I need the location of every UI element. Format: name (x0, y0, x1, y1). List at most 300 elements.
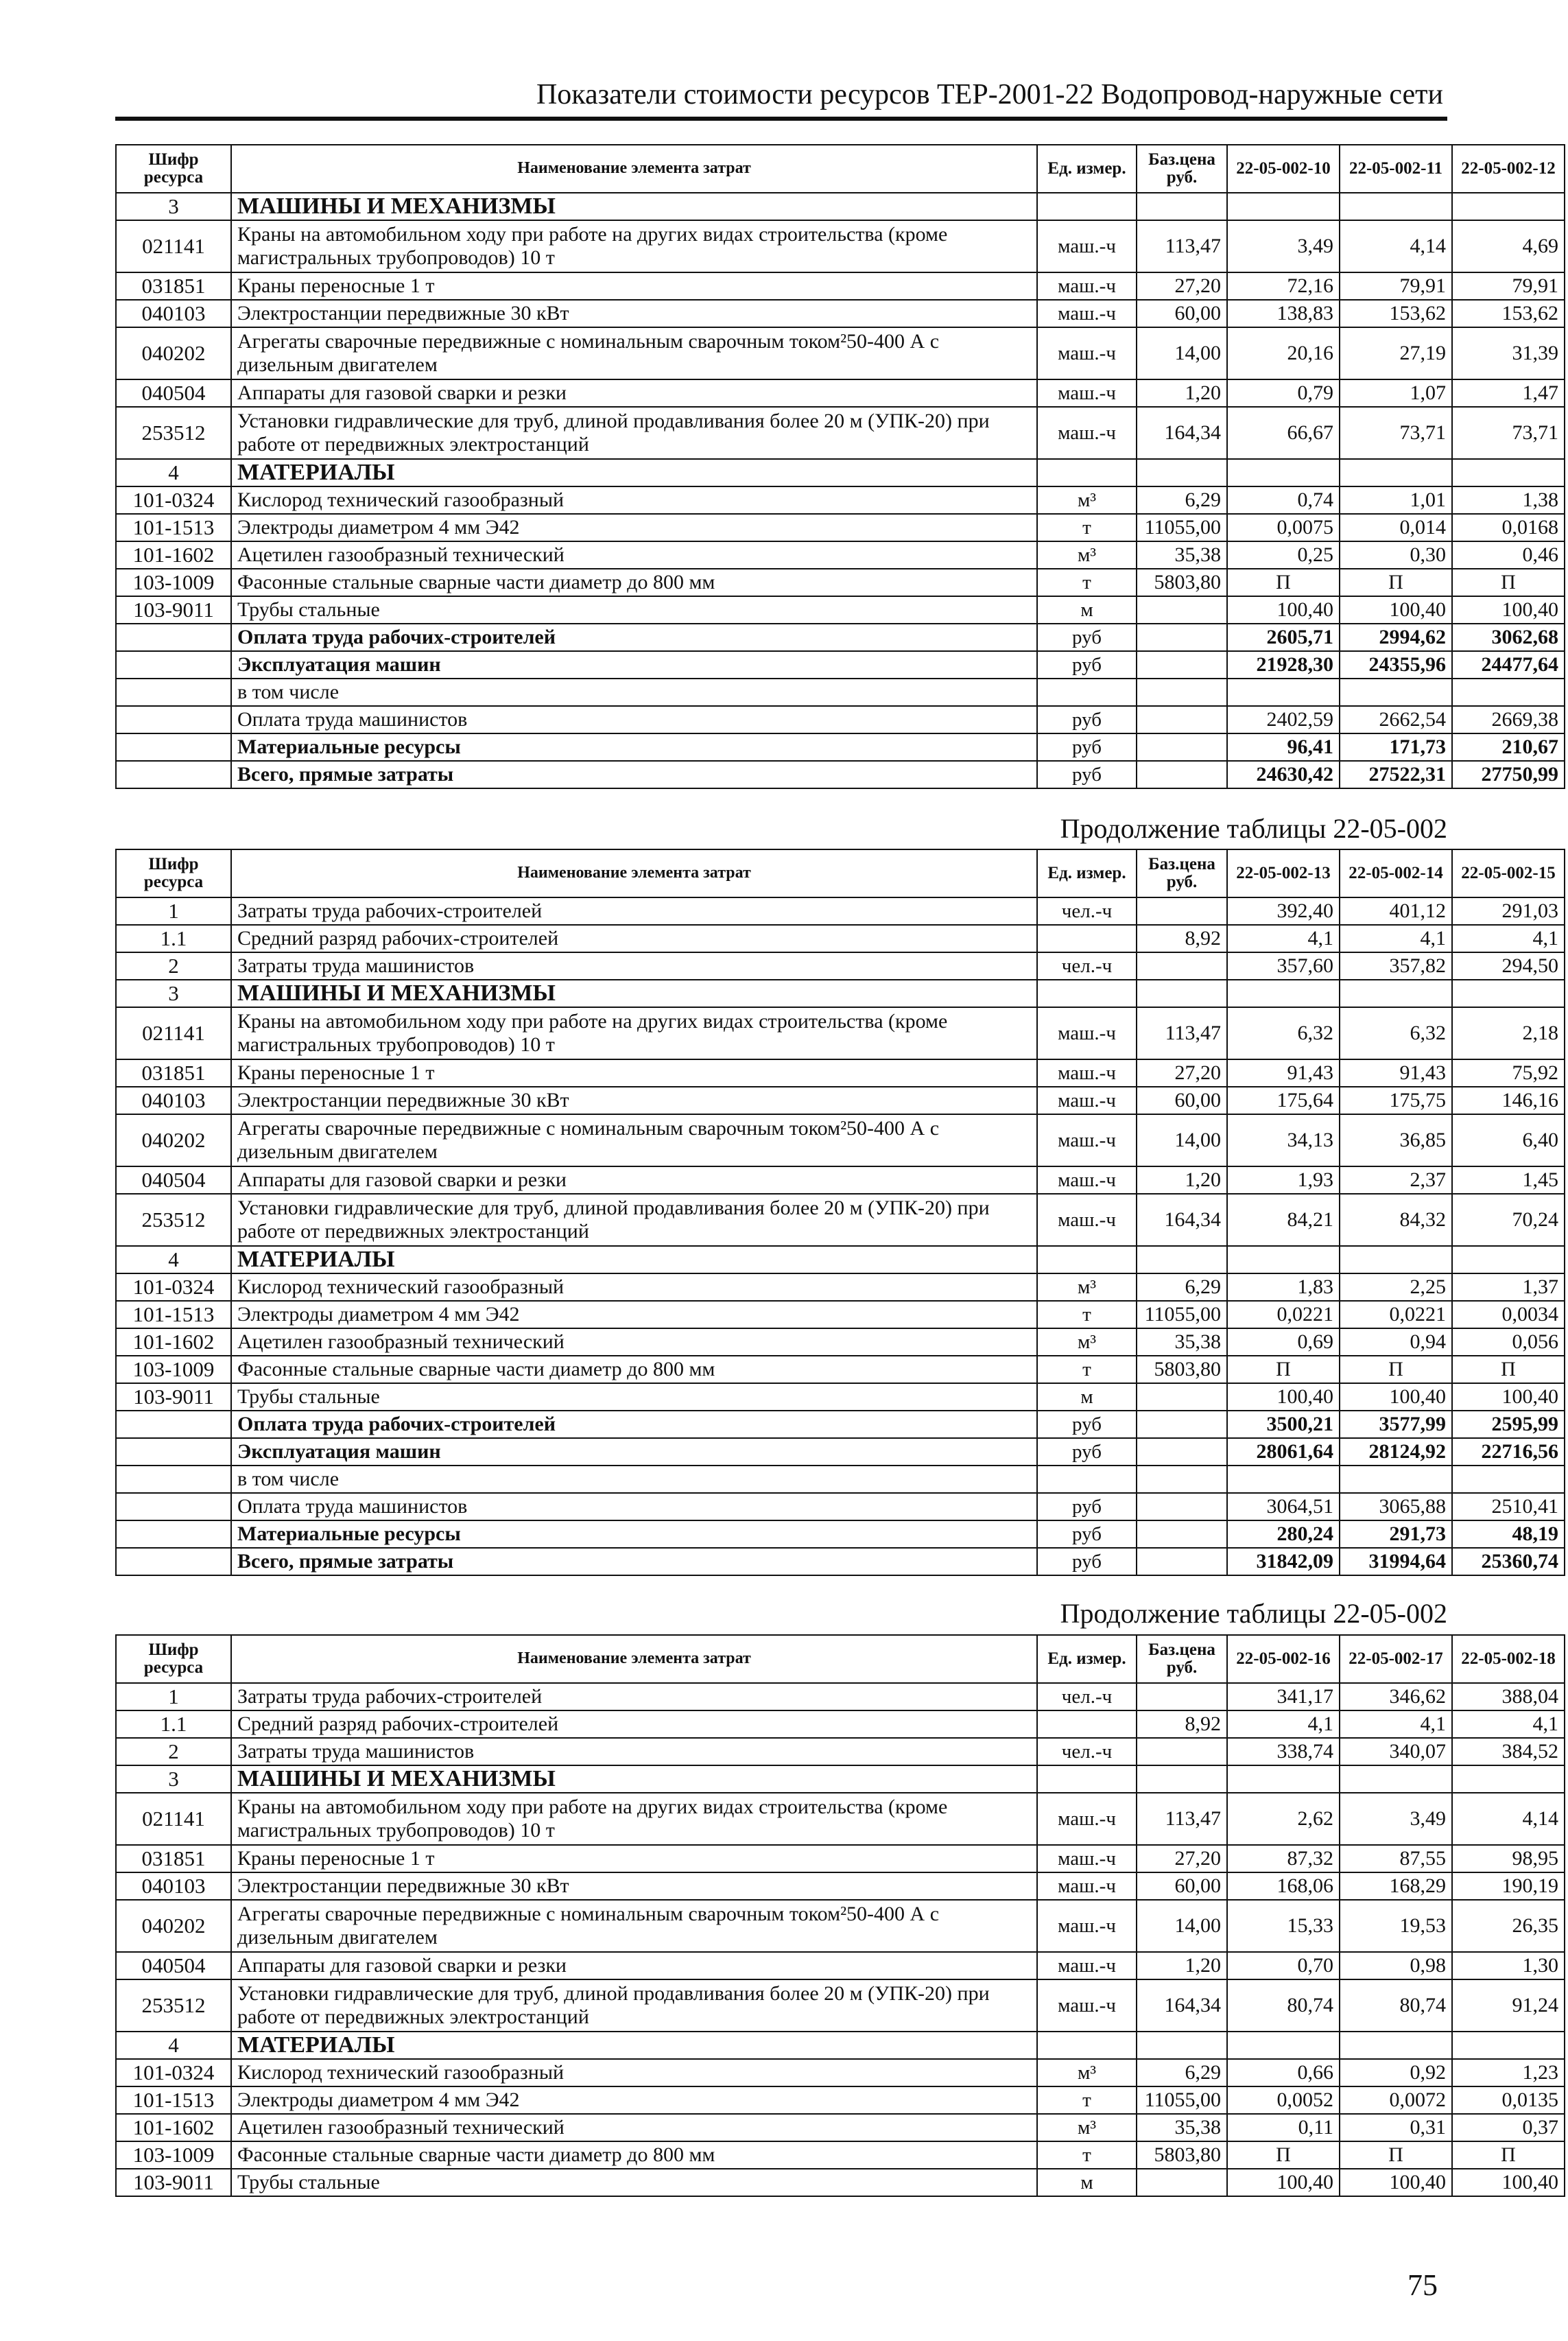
col-header-name: Наименование элемента затрат (231, 1635, 1037, 1683)
base-price: 113,47 (1137, 1793, 1227, 1845)
variant-value: 2595,99 (1452, 1411, 1565, 1438)
variant-value: 31,39 (1452, 327, 1565, 379)
variant-value: 96,41 (1227, 733, 1340, 761)
variant-value: 357,60 (1227, 952, 1340, 980)
cost-element-name: Фасонные стальные сварные части диаметр до 800 мм (231, 1356, 1037, 1383)
header-title: Показатели стоимости ресурсов ТЕР-2001-22 Водопровод-наружные сети (536, 79, 1443, 110)
variant-value: 1,47 (1452, 379, 1565, 407)
unit-of-measure: маш.-ч (1037, 379, 1137, 407)
table-row (116, 1411, 1565, 1438)
variant-value: 0,056 (1452, 1328, 1565, 1356)
table-row (116, 1900, 1565, 1952)
table-row (116, 1710, 1565, 1738)
table-row (116, 761, 1565, 788)
table-row (116, 1493, 1565, 1520)
col-header-price: Баз.цена руб. (1137, 145, 1227, 193)
base-price (1137, 1466, 1227, 1493)
base-price: 60,00 (1137, 1087, 1227, 1114)
resource-code (116, 1548, 231, 1575)
cost-element-name: Материальные ресурсы (231, 733, 1037, 761)
variant-value: П (1452, 2141, 1565, 2169)
variant-value: 15,33 (1227, 1900, 1340, 1952)
variant-value (1452, 1765, 1565, 1793)
table-row (116, 272, 1565, 300)
base-price (1137, 1493, 1227, 1520)
variant-value: 75,92 (1452, 1059, 1565, 1087)
variant-value: 2994,62 (1340, 624, 1452, 651)
variant-value: 4,1 (1340, 925, 1452, 952)
unit-of-measure: т (1037, 2141, 1137, 2169)
cost-element-name: Краны на автомобильном ходу при работе на других видах строительства (кроме магистральных трубопроводов) 10 т (231, 1007, 1037, 1059)
variant-value: 1,01 (1340, 486, 1452, 514)
resource-code (116, 706, 231, 733)
variant-value: 2,62 (1227, 1793, 1340, 1845)
variant-value: 280,24 (1227, 1520, 1340, 1548)
cost-element-name: Краны переносные 1 т (231, 1845, 1037, 1872)
base-price: 14,00 (1137, 327, 1227, 379)
variant-value: 2510,41 (1452, 1493, 1565, 1520)
variant-value: 294,50 (1452, 952, 1565, 980)
table-row (116, 596, 1565, 624)
base-price: 5803,80 (1137, 2141, 1227, 2169)
variant-value (1452, 193, 1565, 220)
cost-element-name: Трубы стальные (231, 1383, 1037, 1411)
col-header-variant: 22-05-002-11 (1340, 145, 1452, 193)
variant-value: 4,1 (1452, 925, 1565, 952)
variant-value: П (1227, 2141, 1340, 2169)
resource-code: 4 (116, 459, 231, 486)
resource-code: 101-1602 (116, 541, 231, 569)
unit-of-measure: маш.-ч (1037, 1900, 1137, 1952)
variant-value: 31842,09 (1227, 1548, 1340, 1575)
base-price (1137, 1411, 1227, 1438)
base-price (1137, 1438, 1227, 1466)
col-header-name: Наименование элемента затрат (231, 145, 1037, 193)
variant-value: 153,62 (1452, 300, 1565, 327)
resource-code: 1 (116, 897, 231, 925)
variant-value: 3,49 (1227, 220, 1340, 272)
variant-value: 4,1 (1227, 1710, 1340, 1738)
variant-value: 20,16 (1227, 327, 1340, 379)
variant-value: 1,38 (1452, 486, 1565, 514)
variant-value: 0,11 (1227, 2114, 1340, 2141)
variant-value: 100,40 (1452, 1383, 1565, 1411)
cost-element-name: Электроды диаметром 4 мм Э42 (231, 514, 1037, 541)
table-row (116, 624, 1565, 651)
variant-value: 31994,64 (1340, 1548, 1452, 1575)
variant-value: 153,62 (1340, 300, 1452, 327)
unit-of-measure: т (1037, 569, 1137, 596)
unit-of-measure: м (1037, 2169, 1137, 2196)
section-title: МАТЕРИАЛЫ (231, 459, 1037, 486)
base-price (1137, 596, 1227, 624)
resource-code (116, 1520, 231, 1548)
base-price (1137, 1738, 1227, 1765)
variant-value: 100,40 (1227, 596, 1340, 624)
variant-value: 0,0135 (1452, 2086, 1565, 2114)
resource-code: 040103 (116, 1872, 231, 1900)
variant-value: 79,91 (1340, 272, 1452, 300)
cost-element-name: Затраты труда рабочих-строителей (231, 1683, 1037, 1710)
unit-of-measure: маш.-ч (1037, 1845, 1137, 1872)
unit-of-measure: руб (1037, 1411, 1137, 1438)
resource-code: 101-0324 (116, 2059, 231, 2086)
table-row (116, 459, 1565, 486)
variant-value: 0,0221 (1227, 1301, 1340, 1328)
resource-code: 040504 (116, 1952, 231, 1979)
resource-code: 101-1602 (116, 1328, 231, 1356)
resource-code: 103-9011 (116, 2169, 231, 2196)
table-row (116, 1328, 1565, 1356)
cost-element-name: Аппараты для газовой сварки и резки (231, 379, 1037, 407)
table-row (116, 1273, 1565, 1301)
resource-code (116, 733, 231, 761)
unit-of-measure (1037, 1246, 1137, 1273)
unit-of-measure: маш.-ч (1037, 1007, 1137, 1059)
table-row (116, 486, 1565, 514)
table-row (116, 1166, 1565, 1194)
table-row (116, 407, 1565, 459)
unit-of-measure: руб (1037, 706, 1137, 733)
variant-value: 100,40 (1227, 1383, 1340, 1411)
cost-element-name: Установки гидравлические для труб, длиной продавливания более 20 м (УПК-20) при работе от передвижных электростанций (231, 407, 1037, 459)
variant-value: 1,45 (1452, 1166, 1565, 1194)
variant-value: 0,0075 (1227, 514, 1340, 541)
col-header-price: Баз.цена руб. (1137, 849, 1227, 897)
base-price: 6,29 (1137, 2059, 1227, 2086)
variant-value: 138,83 (1227, 300, 1340, 327)
cost-element-name: Затраты труда машинистов (231, 1738, 1037, 1765)
resource-code: 253512 (116, 1194, 231, 1246)
variant-value (1227, 193, 1340, 220)
resource-code: 103-9011 (116, 1383, 231, 1411)
variant-value: 6,32 (1340, 1007, 1452, 1059)
variant-value: 0,31 (1340, 2114, 1452, 2141)
base-price: 8,92 (1137, 925, 1227, 952)
cost-element-name: Всего, прямые затраты (231, 761, 1037, 788)
variant-value: 4,1 (1340, 1710, 1452, 1738)
cost-element-name: в том числе (231, 679, 1037, 706)
cost-element-name: Аппараты для газовой сварки и резки (231, 1166, 1037, 1194)
variant-value: 70,24 (1452, 1194, 1565, 1246)
unit-of-measure: маш.-ч (1037, 407, 1137, 459)
unit-of-measure: м³ (1037, 1273, 1137, 1301)
base-price: 27,20 (1137, 1059, 1227, 1087)
variant-value: П (1227, 569, 1340, 596)
resource-code: 3 (116, 193, 231, 220)
variant-value: 291,03 (1452, 897, 1565, 925)
base-price: 113,47 (1137, 220, 1227, 272)
resource-code (116, 1411, 231, 1438)
cost-element-name: Агрегаты сварочные передвижные с номинальным сварочным током²50-400 А с дизельным двигателем (231, 1900, 1037, 1952)
unit-of-measure: м³ (1037, 2059, 1137, 2086)
resource-code: 021141 (116, 220, 231, 272)
variant-value: 168,06 (1227, 1872, 1340, 1900)
col-header-variant: 22-05-002-18 (1452, 1635, 1565, 1683)
variant-value: П (1452, 569, 1565, 596)
cost-table-1 (115, 144, 1565, 789)
resource-code (116, 679, 231, 706)
variant-value (1227, 1246, 1340, 1273)
unit-of-measure: чел.-ч (1037, 1683, 1137, 1710)
base-price: 27,20 (1137, 1845, 1227, 1872)
section-title: МАШИНЫ И МЕХАНИЗМЫ (231, 1765, 1037, 1793)
table-row (116, 569, 1565, 596)
table-row (116, 651, 1565, 679)
variant-value (1227, 679, 1340, 706)
table-row (116, 2114, 1565, 2141)
unit-of-measure: руб (1037, 1520, 1137, 1548)
resource-code: 031851 (116, 1845, 231, 1872)
base-price (1137, 679, 1227, 706)
variant-value: 1,93 (1227, 1166, 1340, 1194)
resource-code (116, 1438, 231, 1466)
table-row (116, 1007, 1565, 1059)
cost-element-name: Краны переносные 1 т (231, 272, 1037, 300)
resource-code: 1 (116, 1683, 231, 1710)
resource-code (116, 624, 231, 651)
resource-code: 040504 (116, 379, 231, 407)
resource-code: 031851 (116, 272, 231, 300)
cost-element-name: Краны на автомобильном ходу при работе на других видах строительства (кроме магистральных трубопроводов) 10 т (231, 220, 1037, 272)
resource-code: 040202 (116, 327, 231, 379)
variant-value: 0,0034 (1452, 1301, 1565, 1328)
base-price (1137, 193, 1227, 220)
variant-value (1227, 980, 1340, 1007)
table-row (116, 952, 1565, 980)
resource-code (116, 651, 231, 679)
cost-element-name: Агрегаты сварочные передвижные с номинальным сварочным током²50-400 А с дизельным двигателем (231, 1114, 1037, 1166)
cost-element-name: Электростанции передвижные 30 кВт (231, 1872, 1037, 1900)
resource-code: 101-1513 (116, 2086, 231, 2114)
variant-value (1452, 2032, 1565, 2059)
resource-code (116, 1493, 231, 1520)
resource-code: 1.1 (116, 925, 231, 952)
base-price: 60,00 (1137, 1872, 1227, 1900)
base-price (1137, 761, 1227, 788)
cost-element-name: Кислород технический газообразный (231, 486, 1037, 514)
unit-of-measure: маш.-ч (1037, 1087, 1137, 1114)
variant-value: 0,0168 (1452, 514, 1565, 541)
variant-value: 175,64 (1227, 1087, 1340, 1114)
variant-value: 1,83 (1227, 1273, 1340, 1301)
unit-of-measure: м³ (1037, 541, 1137, 569)
base-price (1137, 459, 1227, 486)
variant-value: 171,73 (1340, 733, 1452, 761)
variant-value (1227, 459, 1340, 486)
cost-element-name: Трубы стальные (231, 2169, 1037, 2196)
col-header-variant: 22-05-002-10 (1227, 145, 1340, 193)
variant-value: П (1452, 1356, 1565, 1383)
base-price (1137, 651, 1227, 679)
variant-value: 291,73 (1340, 1520, 1452, 1548)
variant-value: 100,40 (1452, 2169, 1565, 2196)
variant-value: 401,12 (1340, 897, 1452, 925)
variant-value: 100,40 (1340, 1383, 1452, 1411)
variant-value: 80,74 (1227, 1979, 1340, 2032)
resource-code: 2 (116, 1738, 231, 1765)
variant-value: 346,62 (1340, 1683, 1452, 1710)
resource-code: 101-1602 (116, 2114, 231, 2141)
variant-value: 0,0221 (1340, 1301, 1452, 1328)
resource-code (116, 1466, 231, 1493)
base-price: 35,38 (1137, 1328, 1227, 1356)
unit-of-measure: маш.-ч (1037, 220, 1137, 272)
table-row (116, 1738, 1565, 1765)
col-header-name: Наименование элемента затрат (231, 849, 1037, 897)
base-price (1137, 980, 1227, 1007)
variant-value (1452, 980, 1565, 1007)
section-title: МАШИНЫ И МЕХАНИЗМЫ (231, 193, 1037, 220)
variant-value: 0,98 (1340, 1952, 1452, 1979)
unit-of-measure (1037, 925, 1137, 952)
variant-value (1452, 1466, 1565, 1493)
page-header (115, 74, 1447, 121)
cost-element-name: Затраты труда рабочих-строителей (231, 897, 1037, 925)
variant-value: 0,79 (1227, 379, 1340, 407)
resource-code: 103-1009 (116, 1356, 231, 1383)
variant-value: 0,94 (1340, 1328, 1452, 1356)
variant-value: 392,40 (1227, 897, 1340, 925)
base-price: 14,00 (1137, 1900, 1227, 1952)
variant-value: 340,07 (1340, 1738, 1452, 1765)
variant-value: 27,19 (1340, 327, 1452, 379)
variant-value: 3064,51 (1227, 1493, 1340, 1520)
cost-element-name: Эксплуатация машин (231, 1438, 1037, 1466)
variant-value: 2,25 (1340, 1273, 1452, 1301)
cost-element-name: Оплата труда рабочих-строителей (231, 1411, 1037, 1438)
variant-value: 2669,38 (1452, 706, 1565, 733)
variant-value: 87,32 (1227, 1845, 1340, 1872)
unit-of-measure: м³ (1037, 2114, 1137, 2141)
variant-value: 0,30 (1340, 541, 1452, 569)
table-row (116, 541, 1565, 569)
base-price: 11055,00 (1137, 514, 1227, 541)
table-header-row (116, 849, 1565, 897)
resource-code: 253512 (116, 407, 231, 459)
variant-value: 1,23 (1452, 2059, 1565, 2086)
table-row (116, 2141, 1565, 2169)
unit-of-measure: маш.-ч (1037, 1166, 1137, 1194)
page-number: 75 (1407, 2268, 1438, 2302)
variant-value: 100,40 (1340, 2169, 1452, 2196)
resource-code: 040103 (116, 300, 231, 327)
base-price: 5803,80 (1137, 569, 1227, 596)
unit-of-measure: м³ (1037, 486, 1137, 514)
cost-element-name: Оплата труда машинистов (231, 706, 1037, 733)
table-row (116, 2032, 1565, 2059)
table-row (116, 1765, 1565, 1793)
col-header-code: Шифр ресурса (116, 1635, 231, 1683)
col-header-variant: 22-05-002-13 (1227, 849, 1340, 897)
variant-value (1340, 1246, 1452, 1273)
cost-element-name: Аппараты для газовой сварки и резки (231, 1952, 1037, 1979)
table-row (116, 1793, 1565, 1845)
base-price (1137, 1683, 1227, 1710)
variant-value: 24630,42 (1227, 761, 1340, 788)
cost-element-name: в том числе (231, 1466, 1037, 1493)
variant-value (1227, 1466, 1340, 1493)
table-row (116, 220, 1565, 272)
col-header-variant: 22-05-002-17 (1340, 1635, 1452, 1683)
unit-of-measure: маш.-ч (1037, 1952, 1137, 1979)
unit-of-measure: маш.-ч (1037, 1059, 1137, 1087)
variant-value: 66,67 (1227, 407, 1340, 459)
variant-value: 4,14 (1340, 220, 1452, 272)
table-row (116, 1438, 1565, 1466)
variant-value (1340, 193, 1452, 220)
variant-value: 357,82 (1340, 952, 1452, 980)
resource-code: 103-1009 (116, 2141, 231, 2169)
variant-value: 341,17 (1227, 1683, 1340, 1710)
base-price (1137, 952, 1227, 980)
variant-value: 1,30 (1452, 1952, 1565, 1979)
cost-element-name: Материальные ресурсы (231, 1520, 1037, 1548)
unit-of-measure (1037, 1710, 1137, 1738)
variant-value: 388,04 (1452, 1683, 1565, 1710)
table-row (116, 733, 1565, 761)
resource-code: 101-0324 (116, 486, 231, 514)
unit-of-measure: маш.-ч (1037, 1194, 1137, 1246)
base-price: 35,38 (1137, 2114, 1227, 2141)
base-price: 11055,00 (1137, 2086, 1227, 2114)
cost-element-name: Электроды диаметром 4 мм Э42 (231, 1301, 1037, 1328)
resource-code (116, 761, 231, 788)
variant-value: 3,49 (1340, 1793, 1452, 1845)
variant-value: 2,18 (1452, 1007, 1565, 1059)
col-header-variant: 22-05-002-16 (1227, 1635, 1340, 1683)
variant-value (1452, 679, 1565, 706)
resource-code: 040103 (116, 1087, 231, 1114)
base-price (1137, 2032, 1227, 2059)
base-price: 60,00 (1137, 300, 1227, 327)
variant-value: 24477,64 (1452, 651, 1565, 679)
table-header-row (116, 1635, 1565, 1683)
section-title: МАТЕРИАЛЫ (231, 1246, 1037, 1273)
table-row (116, 1087, 1565, 1114)
unit-of-measure: руб (1037, 1438, 1137, 1466)
variant-value (1340, 980, 1452, 1007)
cost-element-name: Оплата труда машинистов (231, 1493, 1037, 1520)
table-row (116, 1845, 1565, 1872)
base-price: 27,20 (1137, 272, 1227, 300)
cost-element-name: Фасонные стальные сварные части диаметр до 800 мм (231, 2141, 1037, 2169)
variant-value (1340, 679, 1452, 706)
variant-value: 3500,21 (1227, 1411, 1340, 1438)
table-row (116, 1059, 1565, 1087)
base-price (1137, 1520, 1227, 1548)
variant-value: 338,74 (1227, 1738, 1340, 1765)
variant-value: 3062,68 (1452, 624, 1565, 651)
variant-value: 0,25 (1227, 541, 1340, 569)
unit-of-measure: маш.-ч (1037, 272, 1137, 300)
table-row (116, 897, 1565, 925)
variant-value: 87,55 (1340, 1845, 1452, 1872)
variant-value: 0,46 (1452, 541, 1565, 569)
table-row (116, 514, 1565, 541)
variant-value: 0,37 (1452, 2114, 1565, 2141)
variant-value: 3577,99 (1340, 1411, 1452, 1438)
variant-value: П (1340, 2141, 1452, 2169)
base-price: 1,20 (1137, 379, 1227, 407)
variant-value: 72,16 (1227, 272, 1340, 300)
variant-value: 73,71 (1340, 407, 1452, 459)
col-header-code: Шифр ресурса (116, 849, 231, 897)
variant-value: 175,75 (1340, 1087, 1452, 1114)
table-row (116, 193, 1565, 220)
variant-value: 0,014 (1340, 514, 1452, 541)
variant-value (1340, 2032, 1452, 2059)
